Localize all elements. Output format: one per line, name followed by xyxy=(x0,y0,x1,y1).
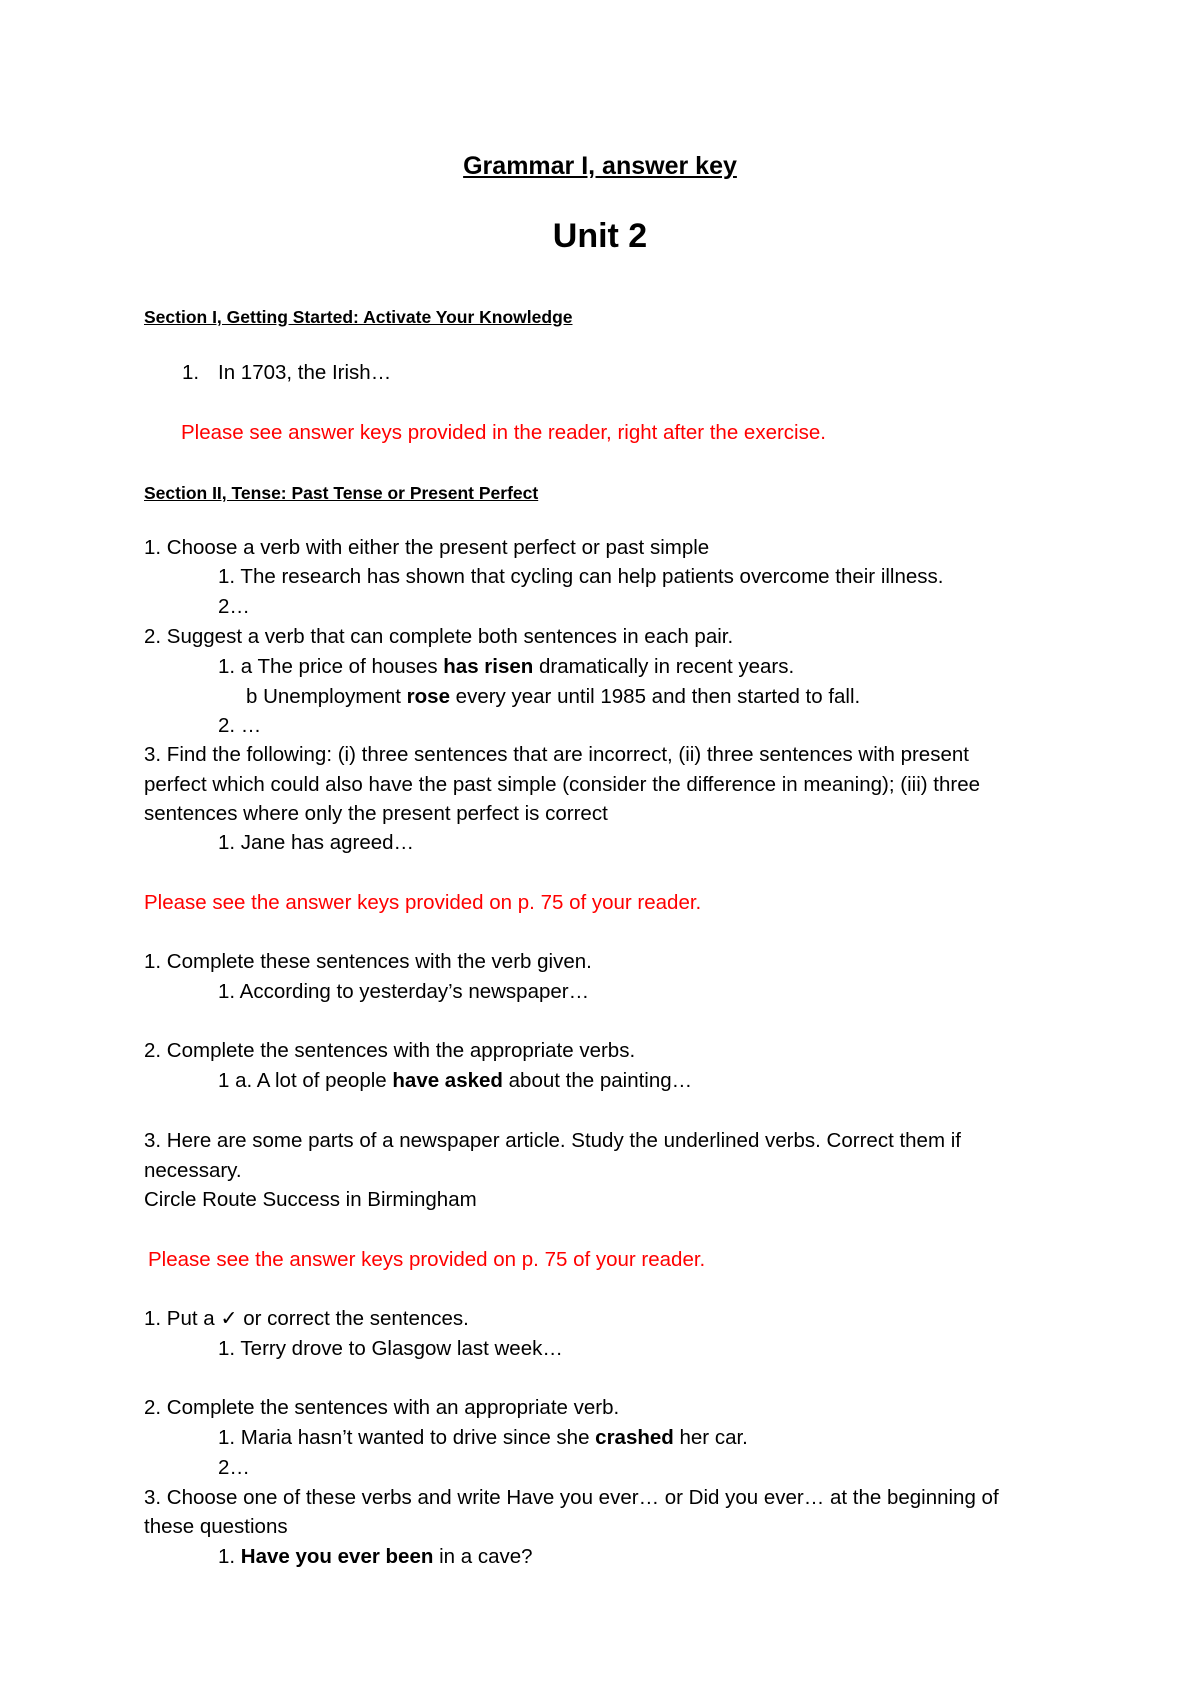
answer-text: 1. xyxy=(218,1545,241,1568)
unit-heading: Unit 2 xyxy=(552,217,648,255)
answer-verb: has risen xyxy=(443,655,534,678)
section-2-exercise-3-line-3: sentences where only the present perfect is correct xyxy=(144,802,608,825)
answer-text: 1. Maria hasn’t wanted to drive since she xyxy=(218,1426,596,1449)
section-2-exercise-3-line-1: 3. Find the following: (i) three sentences that are incorrect, (ii) three sentences with present xyxy=(144,743,969,766)
answer-text: 1. a The price of houses xyxy=(218,655,444,678)
part-3-exercise-3-line-2: these questions xyxy=(144,1515,288,1538)
answer-text: b Unemployment xyxy=(246,685,407,708)
section-2-answer-note: Please see the answer keys provided on p. 75 of your reader. xyxy=(144,891,702,914)
part-2-exercise-3-line-1: 3. Here are some parts of a newspaper article. Study the underlined verbs. Correct them if xyxy=(144,1129,961,1152)
answer-verb: Have you ever been xyxy=(240,1545,434,1568)
section-1-item-number: 1. xyxy=(182,361,200,384)
answer-verb: have asked xyxy=(392,1069,503,1092)
section-2-exercise-1: 1. Choose a verb with either the present perfect or past simple xyxy=(144,536,710,559)
part-2-answer-note: Please see the answer keys provided on p. 75 of your reader. xyxy=(148,1248,706,1271)
section-2-exercise-2: 2. Suggest a verb that can complete both sentences in each pair. xyxy=(144,625,734,648)
part-2-exercise-3-line-2: necessary. xyxy=(144,1159,242,1182)
part-3-exercise-1-answer-1: 1. Terry drove to Glasgow last week… xyxy=(218,1337,563,1360)
part-2-exercise-2-answer-1 xyxy=(218,1067,692,1095)
document-title: Grammar I, answer key xyxy=(463,152,737,180)
answer-verb: rose xyxy=(406,685,450,708)
part-3-exercise-2-answer-1 xyxy=(218,1424,748,1452)
part-2-exercise-1: 1. Complete these sentences with the verb given. xyxy=(144,950,592,973)
answer-text: dramatically in recent years. xyxy=(533,655,795,678)
answer-verb: crashed xyxy=(595,1426,674,1449)
section-2-exercise-3-answer-1: 1. Jane has agreed… xyxy=(218,831,415,854)
section-2-exercise-1-answer-1: 1. The research has shown that cycling can help patients overcome their illness. xyxy=(218,565,944,588)
section-2-exercise-2-answer-1b xyxy=(246,683,860,711)
section-2-exercise-2-answer-1a xyxy=(218,653,794,681)
part-2-exercise-1-answer-1: 1. According to yesterday’s newspaper… xyxy=(218,980,590,1003)
part-3-exercise-3-line-1: 3. Choose one of these verbs and write Have you ever… or Did you ever… at the beginning of xyxy=(144,1486,999,1509)
answer-text: 1 a. A lot of people xyxy=(218,1069,393,1092)
answer-text: in a cave? xyxy=(433,1545,533,1568)
section-2-heading: Section II, Tense: Past Tense or Present Perfect xyxy=(144,483,539,503)
section-2-exercise-3-line-2: perfect which could also have the past simple (consider the difference in meaning); (iii) three xyxy=(144,773,980,796)
answer-text: her car. xyxy=(673,1426,748,1449)
part-2-exercise-3-line-3: Circle Route Success in Birmingham xyxy=(144,1188,477,1211)
part-3-exercise-3-answer-1 xyxy=(218,1543,533,1571)
section-1-item-text: In 1703, the Irish… xyxy=(218,361,392,384)
answer-text: about the painting… xyxy=(502,1069,693,1092)
part-2-exercise-2: 2. Complete the sentences with the appropriate verbs. xyxy=(144,1039,636,1062)
section-1-heading: Section I, Getting Started: Activate Your Knowledge xyxy=(144,307,573,327)
section-1-answer-note: Please see answer keys provided in the reader, right after the exercise. xyxy=(181,421,826,444)
answer-text: every year until 1985 and then started to fall. xyxy=(449,685,861,708)
part-3-exercise-2-answer-2: 2… xyxy=(218,1456,250,1479)
part-3-exercise-1: 1. Put a ✓ or correct the sentences. xyxy=(144,1307,469,1330)
section-2-exercise-2-answer-2: 2. … xyxy=(218,714,262,737)
section-2-exercise-1-answer-2: 2… xyxy=(218,595,250,618)
part-3-exercise-2: 2. Complete the sentences with an appropriate verb. xyxy=(144,1396,620,1419)
